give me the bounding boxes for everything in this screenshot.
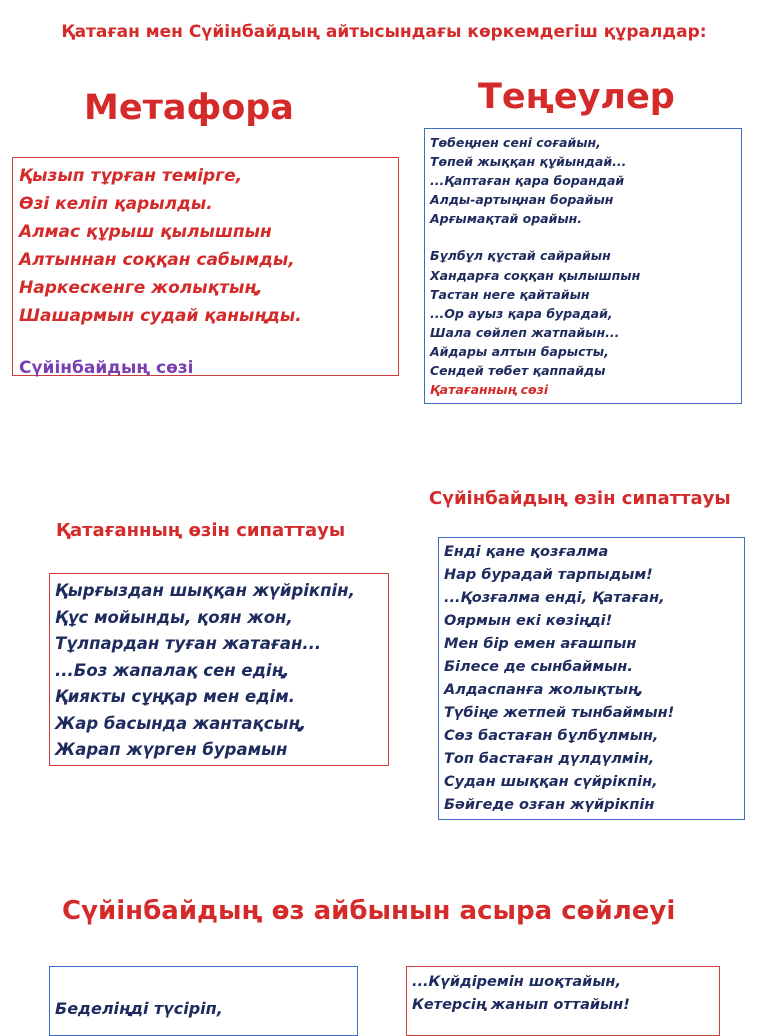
katagan-line: Жарап жүрген бурамын <box>55 740 288 759</box>
comparison-line: ...Ор ауыз қара бурадай, <box>430 305 613 321</box>
katagan-line: Қиякты сұңқар мен едім. <box>55 687 295 706</box>
metaphor-line: Өзі келіп қарылды. <box>19 194 213 214</box>
metaphor-line: Қызып тұрған темірге, <box>19 166 243 186</box>
exaggeration-left-box <box>49 966 358 1036</box>
suyinbai-line: Енді қане қозғалма <box>444 544 609 560</box>
katagan-line: Құс мойынды, қоян жон, <box>55 607 293 627</box>
comparison-line: Айдары алтын барысты, <box>430 343 609 359</box>
suyinbai-line: Алдаспанға жолықтың, <box>444 682 644 698</box>
exaggeration-right-box <box>406 966 720 1036</box>
metaphor-attribution: Сүйінбайдың сөзі <box>19 358 194 378</box>
metaphor-box <box>12 157 399 376</box>
katagan-self-heading: Қатағанның өзін сипаттауы <box>56 520 346 541</box>
katagan-line: Тұлпардан туған жатаған... <box>55 634 322 653</box>
suyinbai-self-heading: Сүйінбайдың өзін сипаттауы <box>429 488 731 509</box>
page-title: Қатаған мен Сүйінбайдың айтысындағы көркемдегіш құралдар: <box>61 22 707 42</box>
suyinbai-line: Топ бастаған дүлдүлмін, <box>444 751 655 767</box>
suyinbai-line: Түбіңе жетпей тынбаймын! <box>444 705 675 721</box>
suyinbai-line: Мен бір емен ағашпын <box>444 636 637 652</box>
comparison-line: Хандарға соққан қылышпын <box>430 267 641 283</box>
katagan-line: Жар басында жантақсың, <box>55 713 307 733</box>
suyinbai-line: Оярмын екі көзіңді! <box>444 613 613 629</box>
suyinbai-line: Бәйгеде озған жүйрікпін <box>444 797 655 813</box>
katagan-line: Қырғыздан шыққан жүйрікпін, <box>55 581 355 600</box>
comparison-line: Тастан неге қайтайын <box>430 286 590 302</box>
katagan-self-box <box>49 573 389 766</box>
comparisons-attribution: Қатағанның сөзі <box>430 382 549 398</box>
comparison-line: Бұлбұл құстай сайрайын <box>430 248 611 264</box>
metaphor-line: Шашармын судай қаныңды. <box>19 306 302 326</box>
exaggeration-left-line: Беделіңді түсіріп, <box>55 999 223 1018</box>
suyinbai-line: Сөз бастаған бұлбұлмын, <box>444 728 659 744</box>
comparison-line: ...Қаптаған қара борандай <box>430 173 625 189</box>
metaphor-heading: Метафора <box>84 88 294 128</box>
comparison-line: Шала сөйлеп жатпайын... <box>430 324 620 340</box>
suyinbai-line: Білесе де сынбаймын. <box>444 659 633 675</box>
suyinbai-line: ...Қозғалма енді, Қатаған, <box>444 590 665 606</box>
exaggeration-right-line: Кетерсің жанып оттайын! <box>412 997 630 1013</box>
suyinbai-line: Нар бурадай тарпыдым! <box>444 567 653 583</box>
suyinbai-line: Судан шыққан сүйрікпін, <box>444 774 658 790</box>
comparison-line: Төпей жыққан құйындай... <box>430 154 627 170</box>
exaggeration-heading: Сүйінбайдың өз айбынын асыра сөйлеуі <box>62 896 676 926</box>
metaphor-line: Алмас құрыш қылышпын <box>19 222 272 242</box>
katagan-line: ...Боз жапалақ сен едің, <box>55 660 290 680</box>
comparison-line: Алды-артыңнан борайын <box>430 192 614 208</box>
exaggeration-right-line: ...Күйдіремін шоқтайын, <box>412 974 621 990</box>
comparison-line: Төбеңнен сені соғайын, <box>430 135 601 150</box>
comparisons-box <box>424 128 742 404</box>
comparison-line: Сендей төбет қаппайды <box>430 363 606 379</box>
comparison-line: Арғымақтай орайын. <box>430 211 583 227</box>
metaphor-line: Наркескенге жолықтың, <box>19 278 263 298</box>
metaphor-line: Алтыннан соққан сабымды, <box>19 250 295 270</box>
comparisons-heading: Теңеулер <box>478 77 675 117</box>
suyinbai-self-box <box>438 537 745 820</box>
